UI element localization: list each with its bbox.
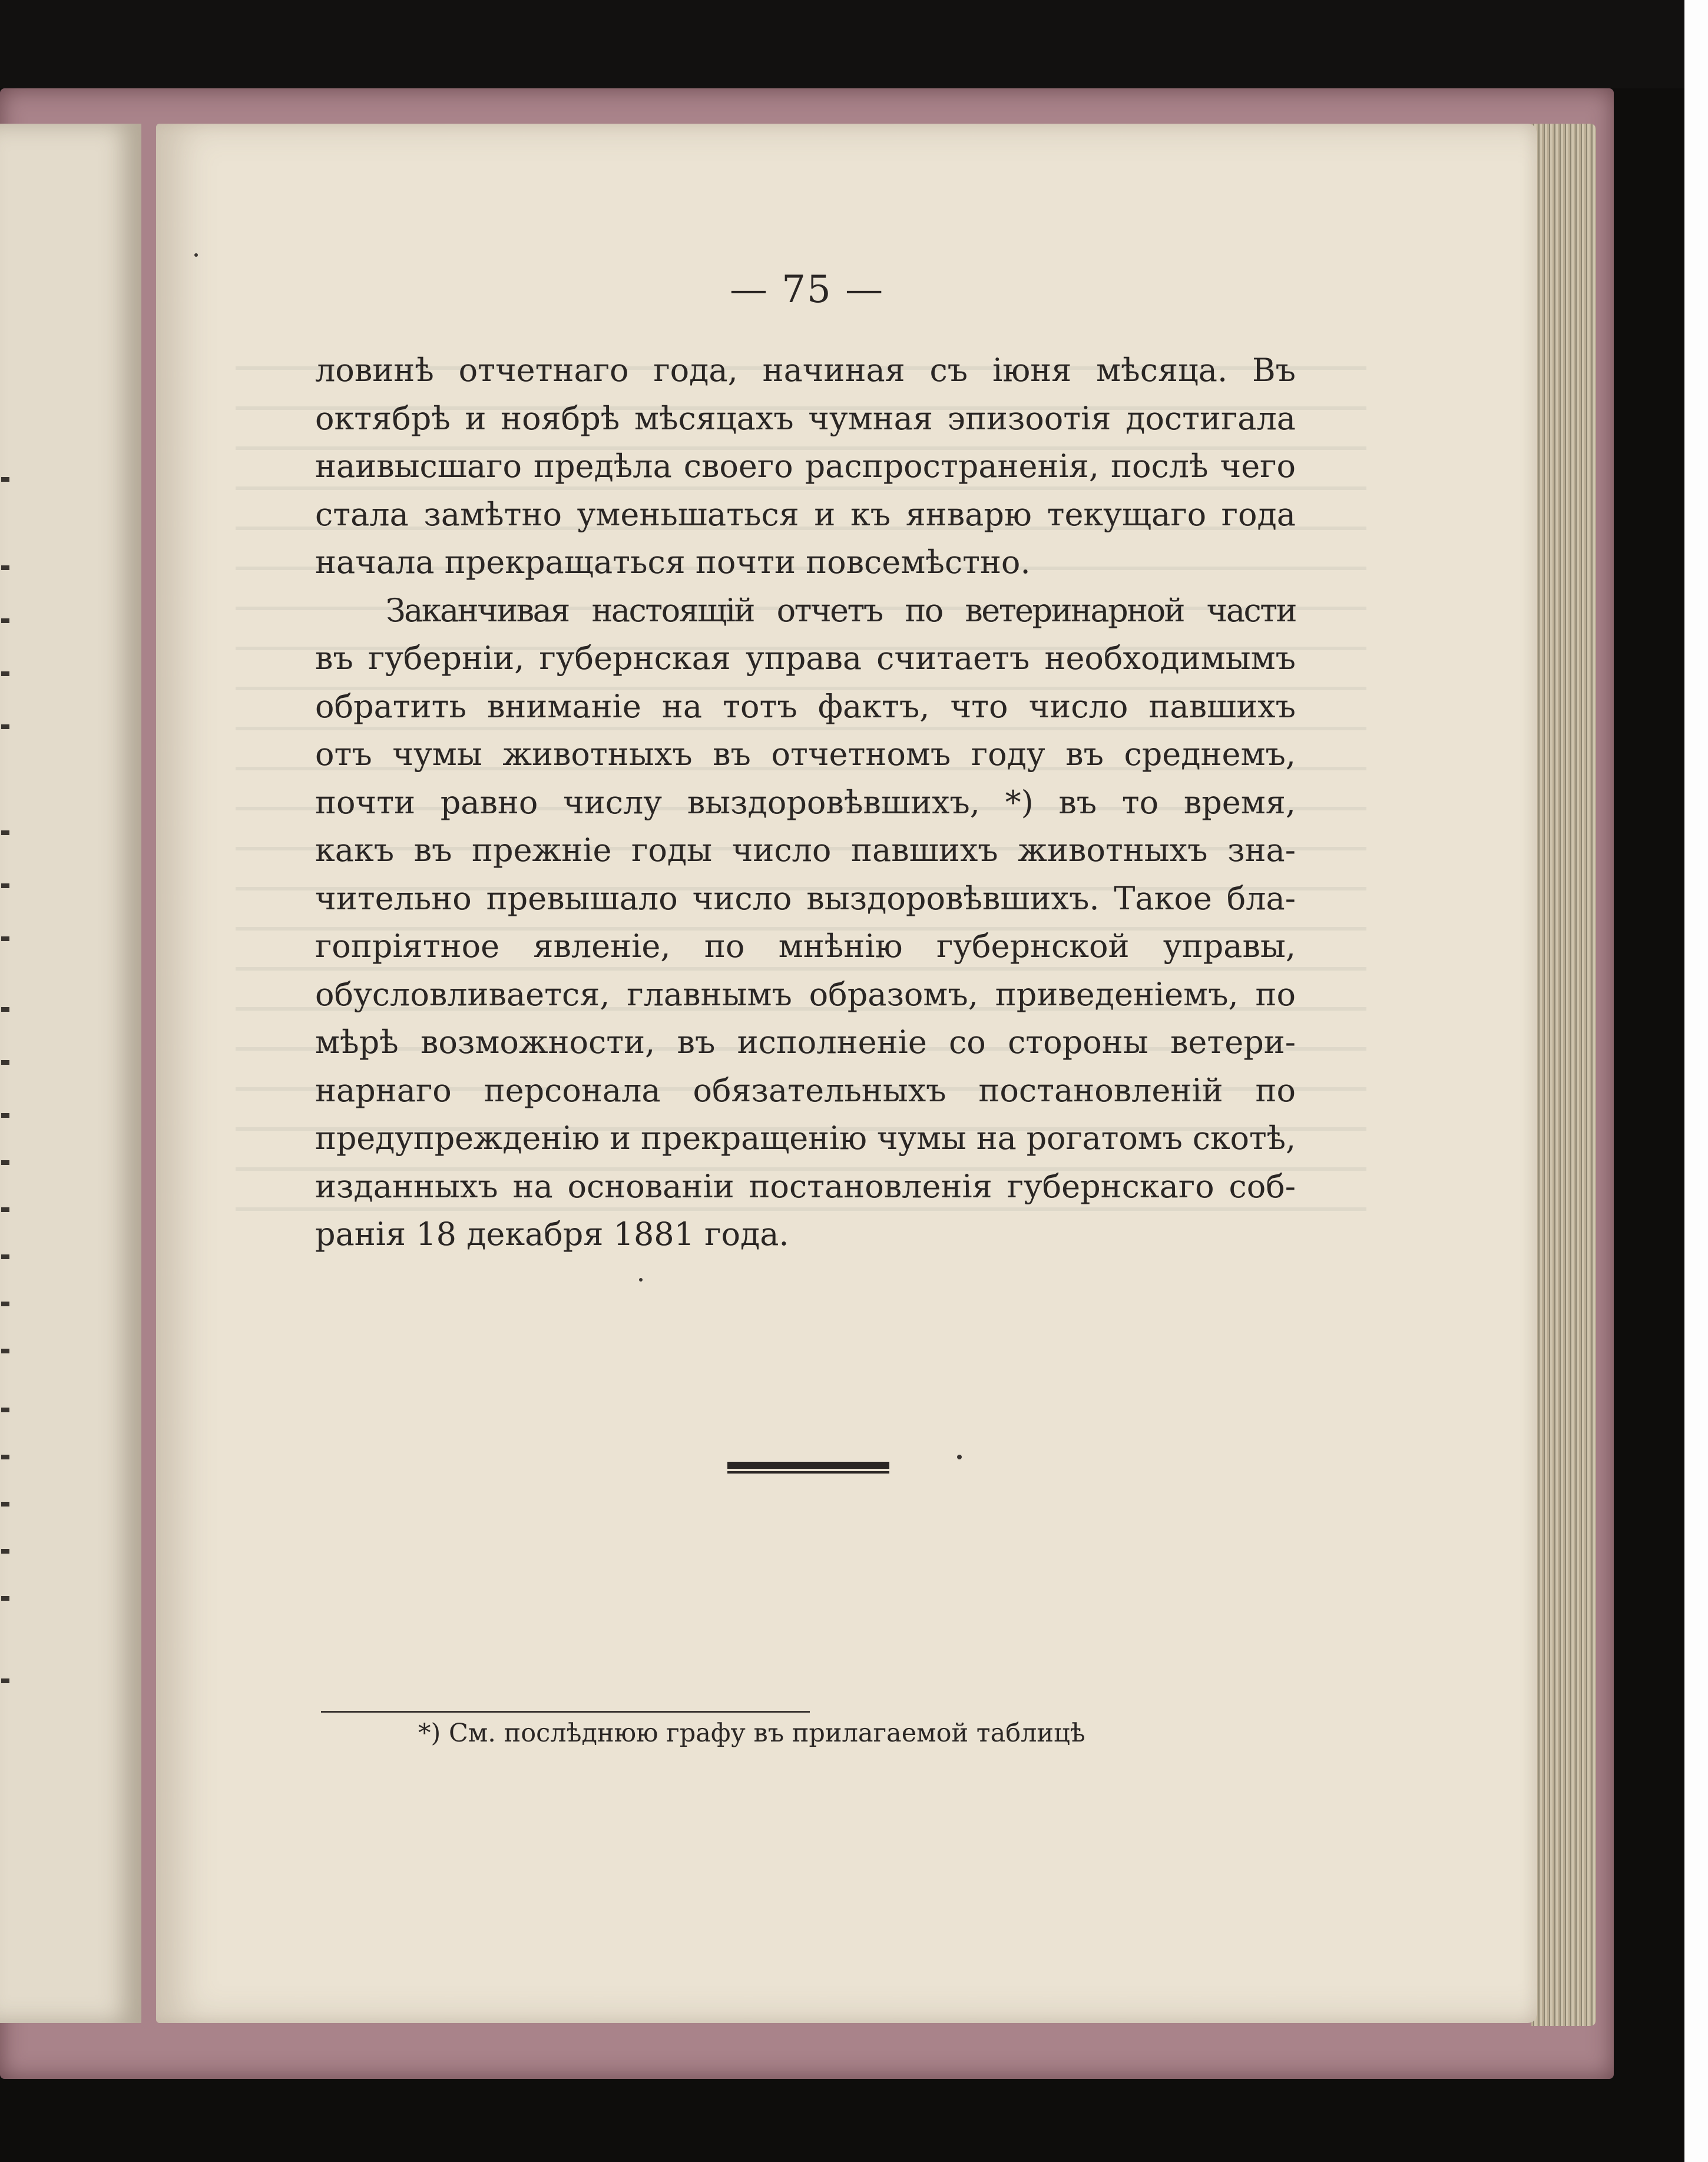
paper-speck [639, 1278, 643, 1282]
left-page [0, 124, 141, 2023]
text-line: октябрѣ и ноябрѣ мѣсяцахъ чумная эпизоотія достигала [315, 399, 1296, 437]
text-line: почти равно числу выздоровѣвшихъ, *) въ то время, [315, 783, 1296, 821]
text-line: отъ чумы животныхъ въ отчетномъ году въ среднемъ, [315, 736, 1296, 773]
footnote: *) См. послѣднюю графу въ прилагаемой таблицѣ [418, 1719, 1085, 1748]
text-line: ранія 18 декабря 1881 года. [315, 1216, 789, 1253]
text-line: гопріятное явленіе, по мнѣнію губернской управы, [315, 928, 1296, 965]
text-line: какъ въ прежніе годы число павшихъ животныхъ зна- [315, 832, 1296, 869]
text-line: наивысшаго предѣла своего распространенія, послѣ чего [315, 448, 1296, 485]
text-line: Заканчивая настоящій отчетъ по ветеринарной части [386, 591, 1296, 629]
section-divider-rule [727, 1462, 889, 1469]
text-line: мѣрѣ возможности, въ исполненіе со стороны ветери- [315, 1024, 1296, 1061]
footnote-rule [321, 1711, 810, 1713]
text-line: стала замѣтно уменьшаться и къ январю текущаго года [315, 495, 1296, 533]
paragraph-1 [315, 346, 1296, 395]
page-number: — 75 — [729, 268, 885, 312]
background-top [0, 0, 1684, 88]
paper-speck [194, 253, 198, 257]
text-line: ловинѣ отчетнаго года, начиная съ іюня мѣсяца. Въ [315, 352, 1296, 389]
scan-border [1684, 0, 1708, 2162]
text-line: чительно превышало число выздоровѣвшихъ. Такое бла- [315, 879, 1296, 917]
paragraph-1-cont [315, 395, 1296, 443]
text-line: обусловливается, главнымъ образомъ, приведеніемъ, по [315, 975, 1296, 1013]
page-fore-edge [1531, 124, 1596, 2026]
left-page-text-edge [0, 477, 14, 2008]
body-text [315, 346, 1296, 1259]
text-line: предупрежденію и прекращенію чумы на рогатомъ скотѣ, [315, 1120, 1296, 1157]
text-line: начала прекращаться почти повсемѣстно. [315, 544, 1031, 581]
text-line: обратить вниманіе на тотъ фактъ, что число павшихъ [315, 687, 1296, 725]
text-line: нарнаго персонала обязательныхъ постановленій по [315, 1071, 1296, 1109]
paragraph-2 [315, 587, 1296, 635]
paper-speck [957, 1455, 962, 1459]
text-line: изданныхъ на основаніи постановленія губернскаго соб- [315, 1167, 1296, 1205]
text-line: въ губерніи, губернская управа считаетъ необходимымъ [315, 640, 1296, 677]
